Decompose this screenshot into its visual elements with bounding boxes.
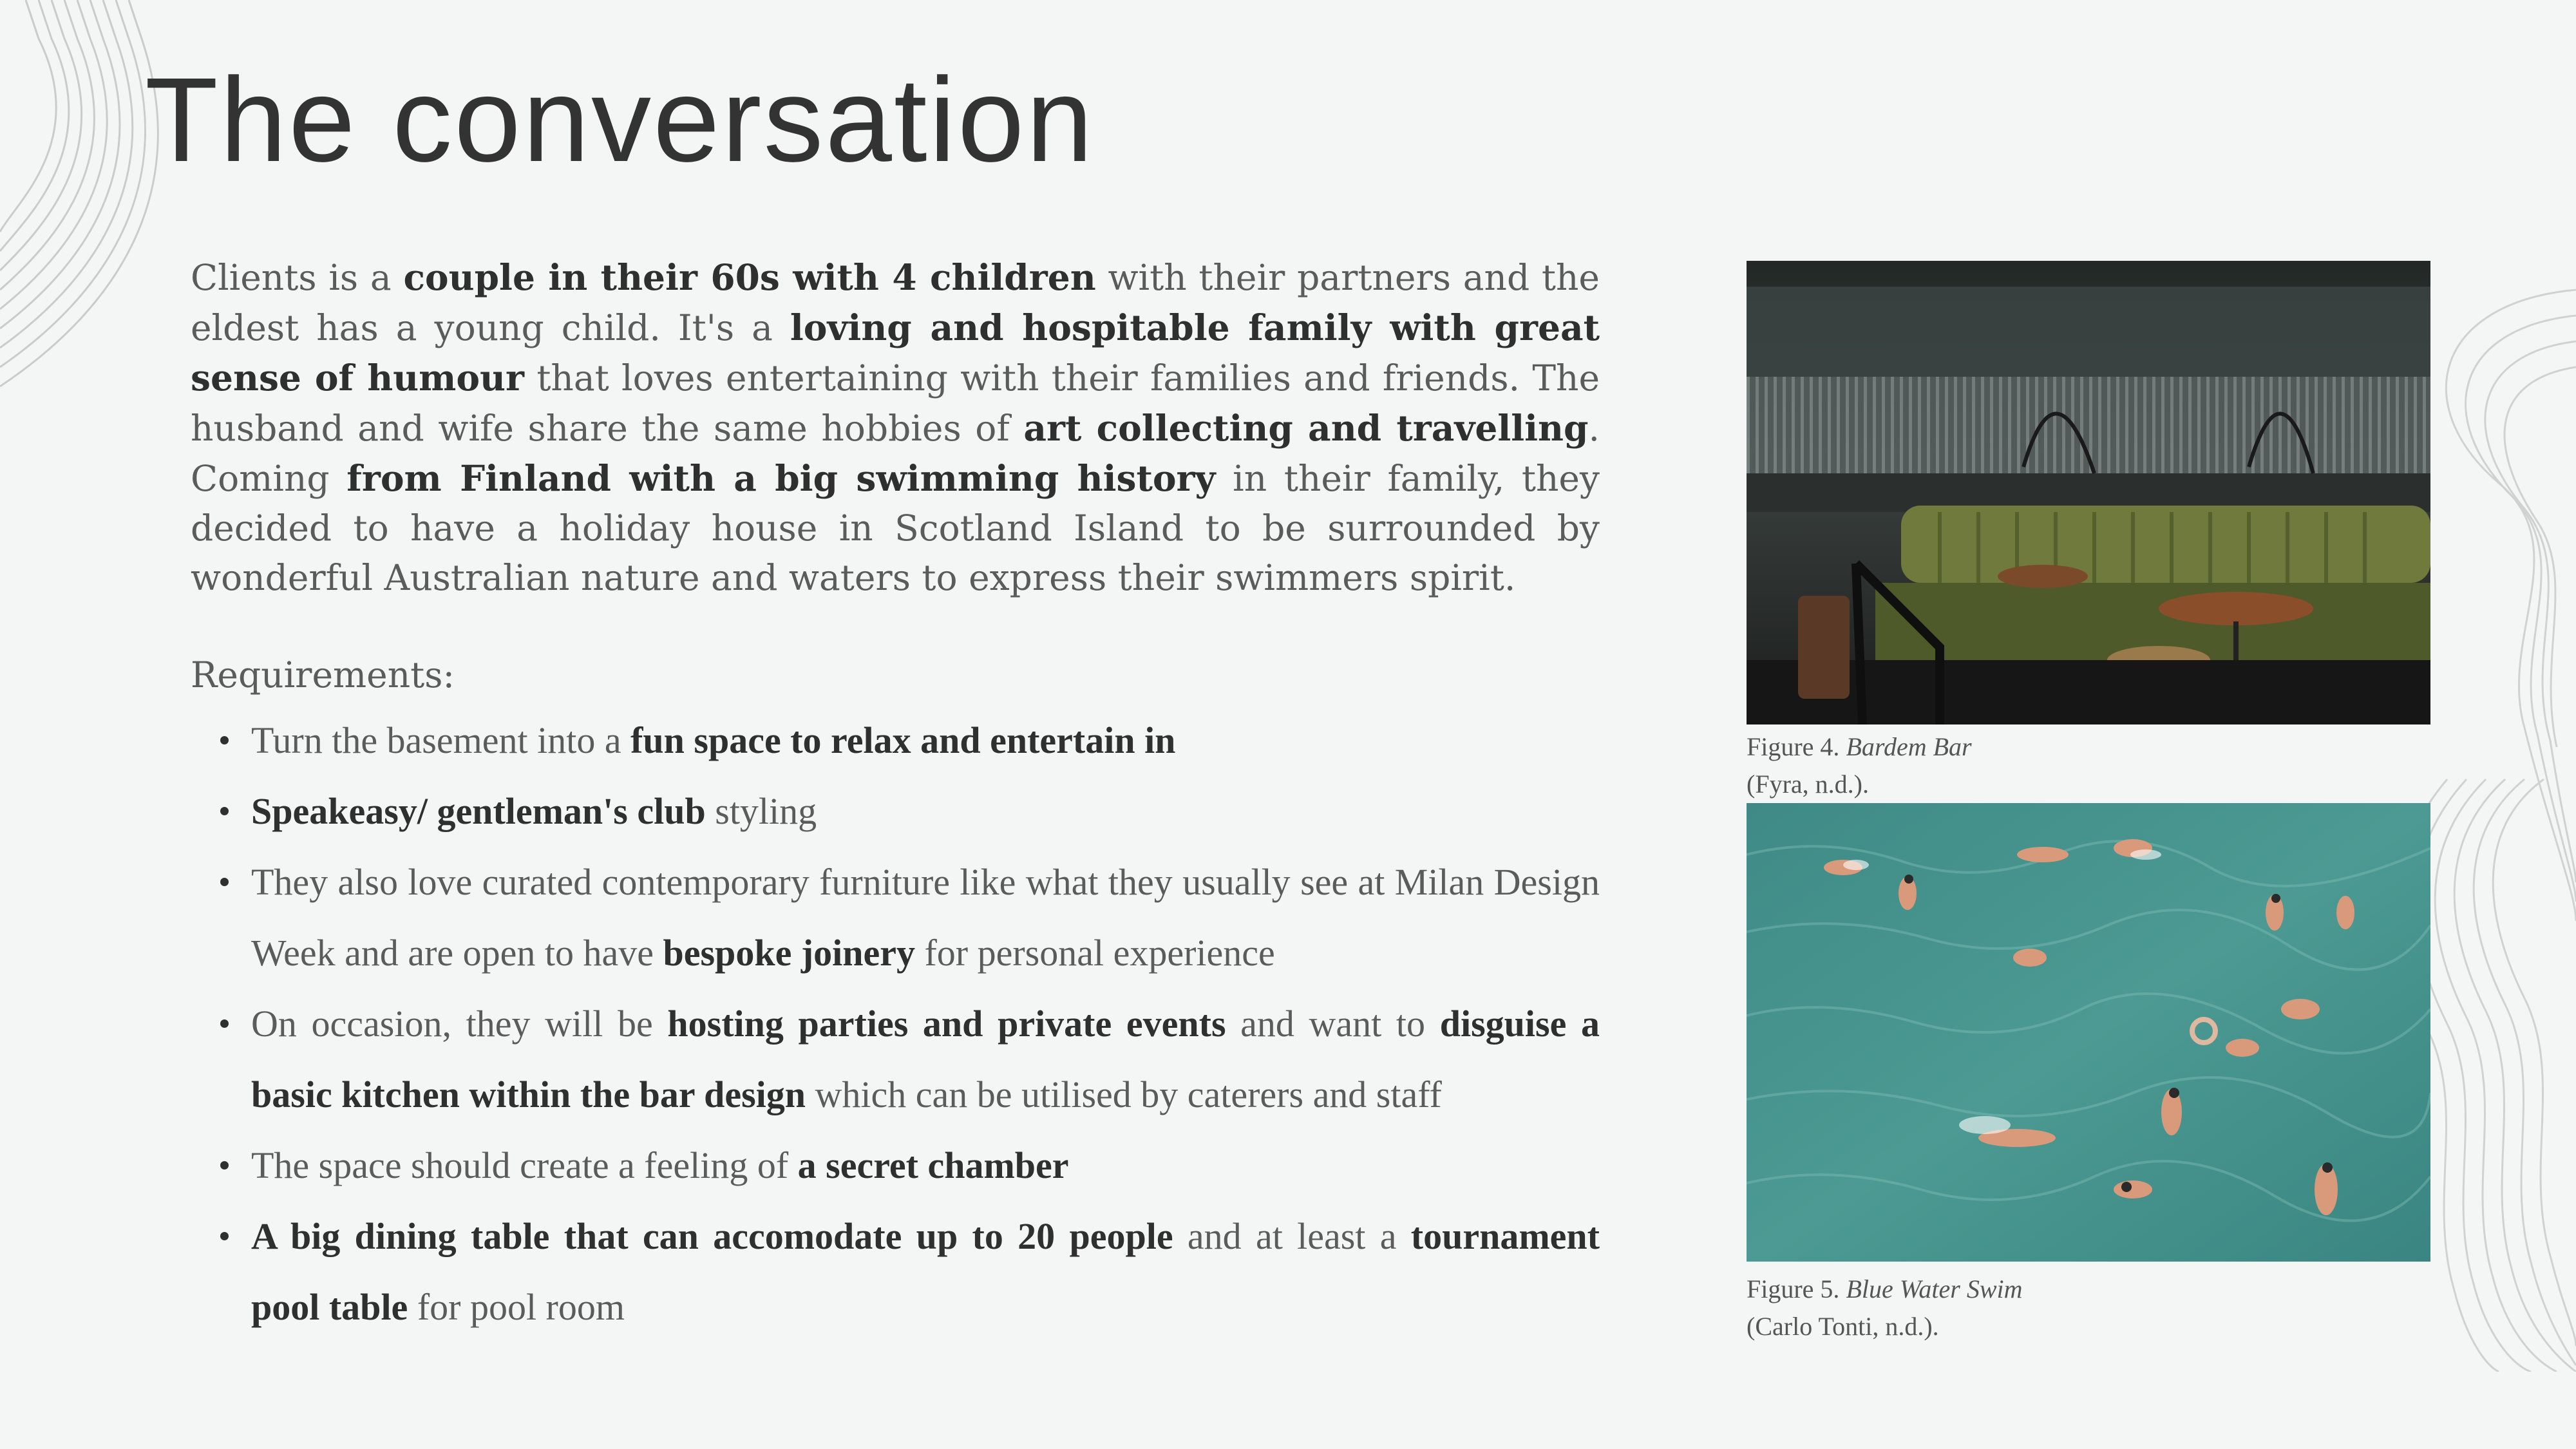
caption-prefix: Figure 4.	[1747, 732, 1846, 761]
requirement-highlight: Speakeasy/ gentleman's club	[251, 790, 706, 832]
requirements-list	[191, 705, 1600, 1343]
caption-title: Blue Water Swim	[1846, 1274, 2023, 1303]
requirement-text: They also love curated contemporary furniture like what they usually see at Milan Design Week and are open to have	[251, 861, 1600, 974]
requirement-text: The space should create a feeling of	[251, 1144, 798, 1186]
figure-caption	[1747, 728, 2430, 803]
intro-highlight: from Finland with a big swimming history	[346, 457, 1216, 499]
swimmers-photo	[1747, 803, 2430, 1267]
requirement-text: and want to	[1226, 1003, 1440, 1045]
bar-interior-photo	[1747, 261, 2430, 724]
caption-title: Bardem Bar	[1846, 732, 1972, 761]
requirement-highlight: tournament pool table	[251, 1215, 1600, 1328]
requirement-highlight: bespoke joinery	[663, 932, 915, 974]
intro-text: with their partners and the eldest has a young child. It's a	[191, 257, 1600, 348]
requirement-text: and at least a	[1173, 1215, 1411, 1257]
intro-text: Clients is a	[191, 257, 404, 298]
intro-highlight: art collecting and travelling	[1023, 407, 1589, 449]
requirements-heading: Requirements:	[191, 654, 455, 696]
requirement-highlight: a secret chamber	[797, 1144, 1069, 1186]
requirement-item	[191, 705, 1600, 776]
caption-prefix: Figure 5.	[1747, 1274, 1846, 1303]
requirement-highlight: fun space to relax and entertain in	[630, 719, 1176, 761]
requirement-highlight: disguise a basic kitchen within the bar design	[251, 1003, 1600, 1115]
figure-blue-water-swim	[1747, 803, 2430, 1345]
requirement-highlight: A big dining table that can accomodate up to 20 people	[251, 1215, 1173, 1257]
requirement-item	[191, 776, 1600, 847]
caption-credit: (Carlo Tonti, n.d.).	[1747, 1312, 1939, 1341]
requirement-item	[191, 1130, 1600, 1201]
requirement-text: styling	[705, 790, 817, 832]
page-title: The conversation	[145, 53, 1095, 187]
requirement-text: which can be utilised by caterers and staff	[806, 1074, 1442, 1115]
requirement-text: Turn the basement into a	[251, 719, 631, 761]
requirement-text: for pool room	[408, 1286, 625, 1328]
figure-caption	[1747, 1271, 2430, 1345]
requirement-item	[191, 1201, 1600, 1343]
intro-text: that loves entertaining with their families and friends. The husband and wife share the same hobbies of	[191, 357, 1600, 449]
requirement-text: for personal experience	[914, 932, 1275, 974]
requirement-item	[191, 989, 1600, 1130]
intro-highlight: loving and hospitable family with great sense of humour	[191, 307, 1600, 399]
caption-credit: (Fyra, n.d.).	[1747, 770, 1869, 799]
intro-highlight: couple in their 60s with 4 children	[403, 256, 1096, 298]
intro-text: in their family, they decided to have a holiday house in Scotland Island to be surrounded by wonderful Australian nature and waters to express their swimmers spirit.	[191, 458, 1600, 598]
requirement-highlight: hosting parties and private events	[667, 1003, 1226, 1045]
intro-paragraph	[191, 252, 1600, 603]
intro-text: . Coming	[191, 408, 1600, 499]
figure-bardem-bar	[1747, 261, 2430, 803]
requirement-text: On occasion, they will be	[251, 1003, 668, 1045]
requirement-item	[191, 847, 1600, 989]
